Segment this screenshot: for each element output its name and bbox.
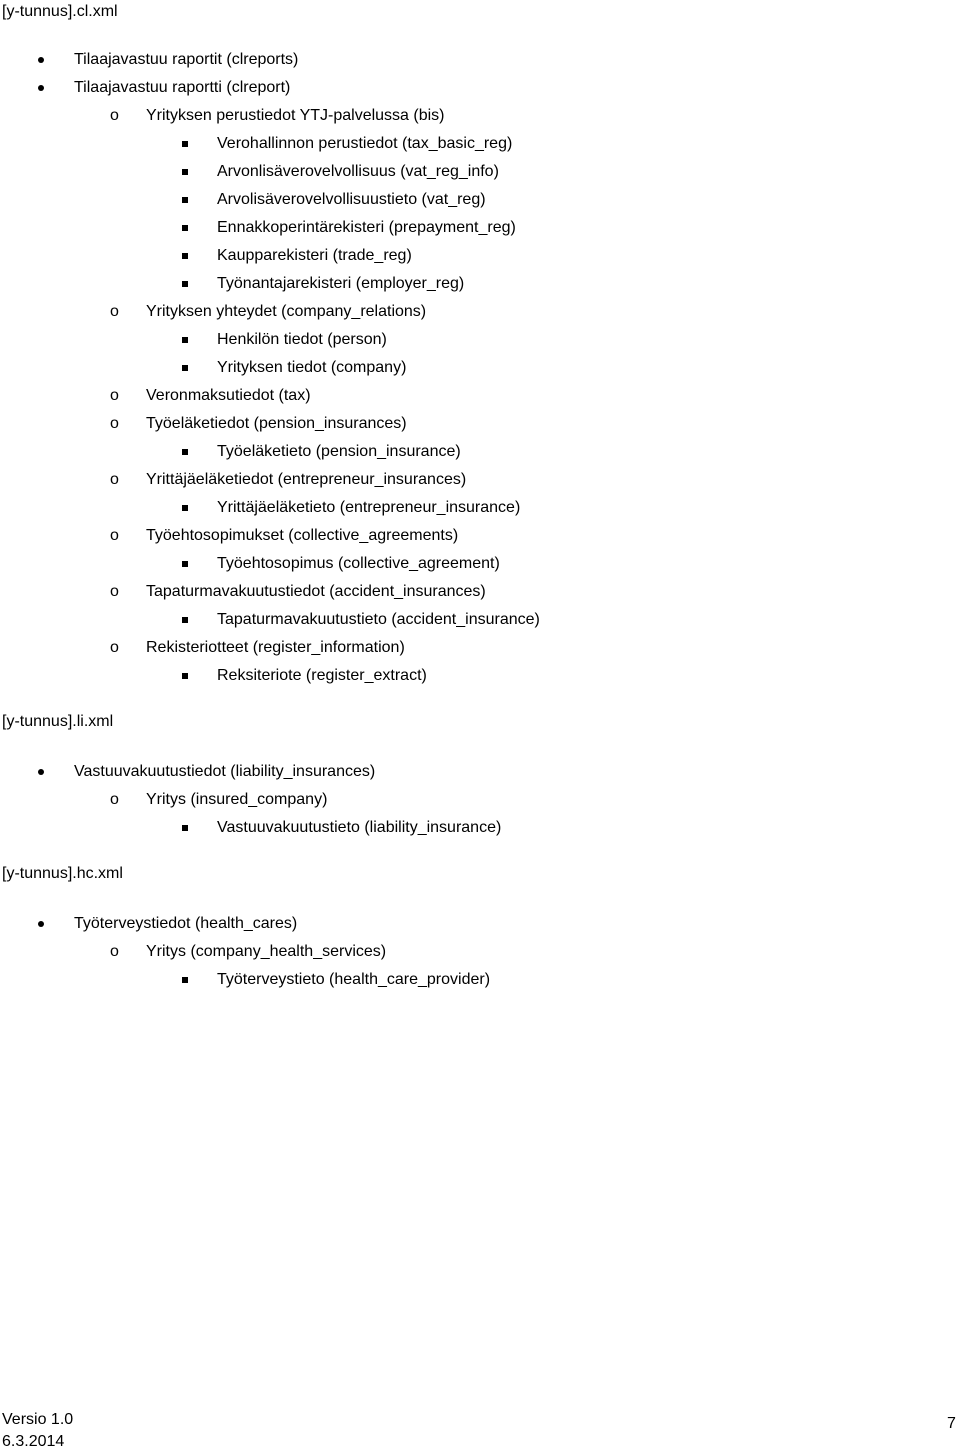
list-item: Arvolisäverovelvollisuustieto (vat_reg) [217,190,486,210]
list-item: o Työeläketiedot (pension_insurances) [110,415,407,432]
bullet-circle-icon: o [110,639,119,656]
bullet-square-icon [182,554,188,567]
list-item: o Veronmaksutiedot (tax) [110,387,311,404]
list-item: o Yritys (company_health_services) [110,943,387,960]
section-heading-cl: [y-tunnus].cl.xml [2,3,118,20]
bullet-square-icon [182,666,188,679]
list-item: Työterveystiedot (health_cares) [74,914,297,934]
bullet-square-icon [182,970,188,983]
bullet-circle-icon: o [110,415,119,432]
bullet-disc-icon [38,78,44,91]
bullet-circle-icon: o [110,791,119,808]
list-item: Henkilön tiedot (person) [217,330,387,350]
list-item: o Yritys (insured_company) [110,791,328,808]
bullet-square-icon [182,330,188,343]
bullet-circle-icon: o [110,387,119,404]
bullet-square-icon [182,818,188,831]
bullet-disc-icon [38,762,44,775]
bullet-circle-icon: o [110,471,119,488]
bullet-square-icon [182,610,188,623]
bullet-disc-icon [38,914,44,927]
list-item: o Rekisteriotteet (register_information) [110,639,405,656]
list-item: Tilaajavastuu raportti (clreport) [74,78,290,98]
bullet-circle-icon: o [110,527,119,544]
list-item: Kaupparekisteri (trade_reg) [217,246,412,266]
bullet-square-icon [182,162,188,175]
section-heading-li: [y-tunnus].li.xml [2,713,114,730]
list-item: Ennakkoperintärekisteri (prepayment_reg) [217,218,516,238]
list-item: o Tapaturmavakuutustiedot (accident_insurances) [110,583,486,600]
list-item: Arvonlisäverovelvollisuus (vat_reg_info) [217,162,499,182]
list-item: Reksiteriote (register_extract) [217,666,427,686]
footer-version: Versio 1.0 [2,1411,74,1428]
list-item: Työehtosopimus (collective_agreement) [217,554,500,574]
list-item: Yrittäjäeläketieto (entrepreneur_insurance) [217,498,520,518]
list-item: Yrityksen tiedot (company) [217,358,406,378]
bullet-circle-icon: o [110,943,119,960]
list-item: Tapaturmavakuutustieto (accident_insurance) [217,610,540,630]
bullet-square-icon [182,358,188,371]
bullet-disc-icon [38,50,44,63]
bullet-circle-icon: o [110,107,119,124]
list-item: Työeläketieto (pension_insurance) [217,442,461,462]
bullet-square-icon [182,134,188,147]
list-item: o Yrityksen perustiedot YTJ-palvelussa (bis) [110,107,445,124]
bullet-square-icon [182,498,188,511]
list-item: o Yrityksen yhteydet (company_relations) [110,303,427,320]
list-item: Vastuuvakuutustieto (liability_insurance) [217,818,501,838]
footer-date: 6.3.2014 [2,1433,65,1450]
list-item: Tilaajavastuu raportit (clreports) [74,50,298,70]
list-item: o Työehtosopimukset (collective_agreements) [110,527,459,544]
section-heading-hc: [y-tunnus].hc.xml [2,865,123,882]
bullet-circle-icon: o [110,583,119,600]
list-item: o Yrittäjäeläketiedot (entrepreneur_insurances) [110,471,467,488]
list-item: Vastuuvakuutustiedot (liability_insurances) [74,762,375,782]
list-item: Työterveystieto (health_care_provider) [217,970,490,990]
page-number: 7 [947,1415,956,1432]
list-item: Työnantajarekisteri (employer_reg) [217,274,464,294]
list-item: Verohallinnon perustiedot (tax_basic_reg) [217,134,512,154]
bullet-square-icon [182,442,188,455]
bullet-square-icon [182,274,188,287]
bullet-square-icon [182,190,188,203]
bullet-square-icon [182,218,188,231]
bullet-square-icon [182,246,188,259]
bullet-circle-icon: o [110,303,119,320]
